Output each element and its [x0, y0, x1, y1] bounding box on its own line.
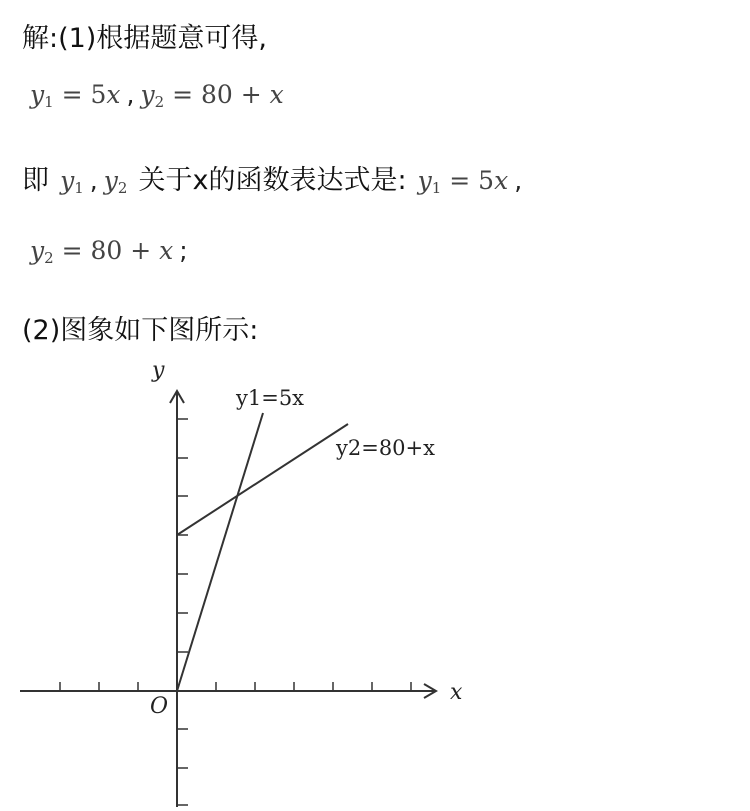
line-y1	[177, 413, 263, 691]
x-axis-ticks	[60, 682, 411, 691]
y-axis-label: y	[152, 358, 165, 383]
equation-y2-repeat: $y_2 = 80 + x$	[30, 236, 174, 267]
x-axis-label: x	[450, 680, 463, 705]
equation-y2: $y_2 = 80 + x$	[140, 80, 284, 111]
line-y2	[177, 424, 348, 535]
function-graph	[0, 355, 750, 811]
y-axis-ticks	[177, 419, 188, 805]
equation-y1: $y_1 = 5x$	[30, 80, 121, 111]
equation-y2-line: $y_2 = 80 + x$ ;	[30, 236, 188, 267]
function-expression-line: 即 $y_1$ , $y_2$ 关于x的函数表达式是: $y_1 = 5x$ ,	[22, 165, 523, 197]
origin-label: O	[150, 694, 169, 719]
line-y2-label: y2=80+x	[336, 436, 435, 460]
equation-y1-repeat: $y_1 = 5x$	[417, 166, 509, 197]
graph-intro: (2)图象如下图所示:	[22, 315, 259, 346]
equations-line: $y_1 = 5x$ , $y_2 = 80 + x$	[30, 80, 284, 111]
solution-intro: 解:(1)根据题意可得,	[22, 23, 267, 54]
line-y1-label: y1=5x	[236, 386, 305, 410]
